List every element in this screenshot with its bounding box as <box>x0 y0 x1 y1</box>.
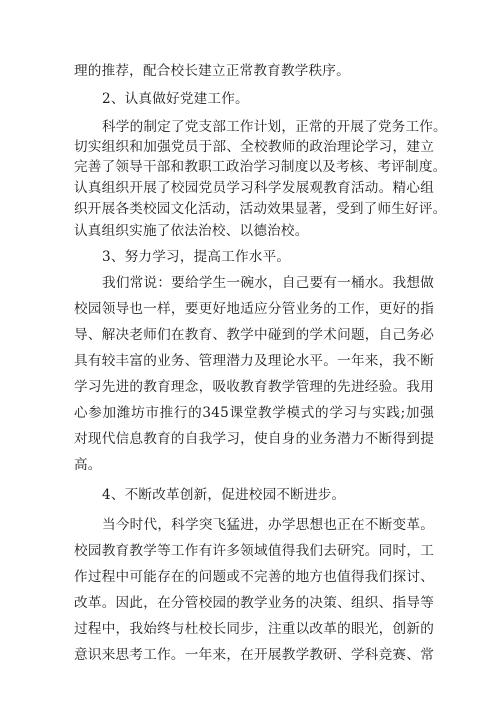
text-line: 学习先进的教育理念，吸收教育教学管理的先进经验。我用 <box>74 379 434 395</box>
text-line: 校园领导也一样，要更好地适应分管业务的工作，更好的指 <box>74 301 434 317</box>
text-line: 导、解决老师们在教育、教学中碰到的学术问题，自己务必 <box>74 327 434 343</box>
text-line: 心参加潍坊市推行的345课堂教学模式的学习与实践;加强 <box>74 405 434 421</box>
text-line: 高。 <box>74 457 102 473</box>
text-line: 织开展各类校园文化活动，活动效果显著，受到了师生好评。 <box>74 201 447 217</box>
text-line: 切实组织和加强党员于部、全校教师的政治理论学习，建立 <box>74 139 434 155</box>
text-line: 过程中，我始终与杜校长同步，注重以改革的眼光，创新的 <box>74 621 434 637</box>
text-line: 对现代信息教育的自我学习，使自身的业务潜力不断得到提 <box>74 431 434 447</box>
text-line: 理的推荐，配合校长建立正常教育教学秩序。 <box>74 63 350 79</box>
text-line: 认真组织实施了依法治校、以德治校。 <box>74 223 309 239</box>
section-heading: 2、认真做好党建工作。 <box>102 91 249 107</box>
text-line: 我们常说：要给学生一碗水，自己要有一桶水。我想做 <box>102 275 434 291</box>
text-line: 科学的制定了党支部工作计划，正常的开展了党务工作。 <box>102 119 447 135</box>
text-line: 意识来思考工作。一年来，在开展教学教研、学科竞赛、常 <box>74 647 434 663</box>
text-line: 认真组织开展了校园党员学习科学发展观教育活动。精心组 <box>74 180 434 196</box>
section-heading: 3、努力学习，提高工作水平。 <box>102 249 291 265</box>
text-line: 校园教育教学等工作有许多领域值得我们去研究。同时，工 <box>74 543 434 559</box>
text-line: 作过程中可能存在的问题或不完善的地方也值得我们探讨、 <box>74 569 434 585</box>
text-line: 改革。因此，在分管校园的教学业务的决策、组织、指导等 <box>74 595 434 611</box>
text-line: 具有较丰富的业务、管理潜力及理论水平。一年来，我不断 <box>74 353 434 369</box>
text-line: 完善了领导干部和教职工政治学习制度以及考核、考评制度。 <box>74 159 447 175</box>
section-heading: 4、不断改革创新，促进校园不断进步。 <box>102 487 346 503</box>
text-line: 当今时代，科学突飞猛进，办学思想也正在不断变革。 <box>102 517 434 533</box>
